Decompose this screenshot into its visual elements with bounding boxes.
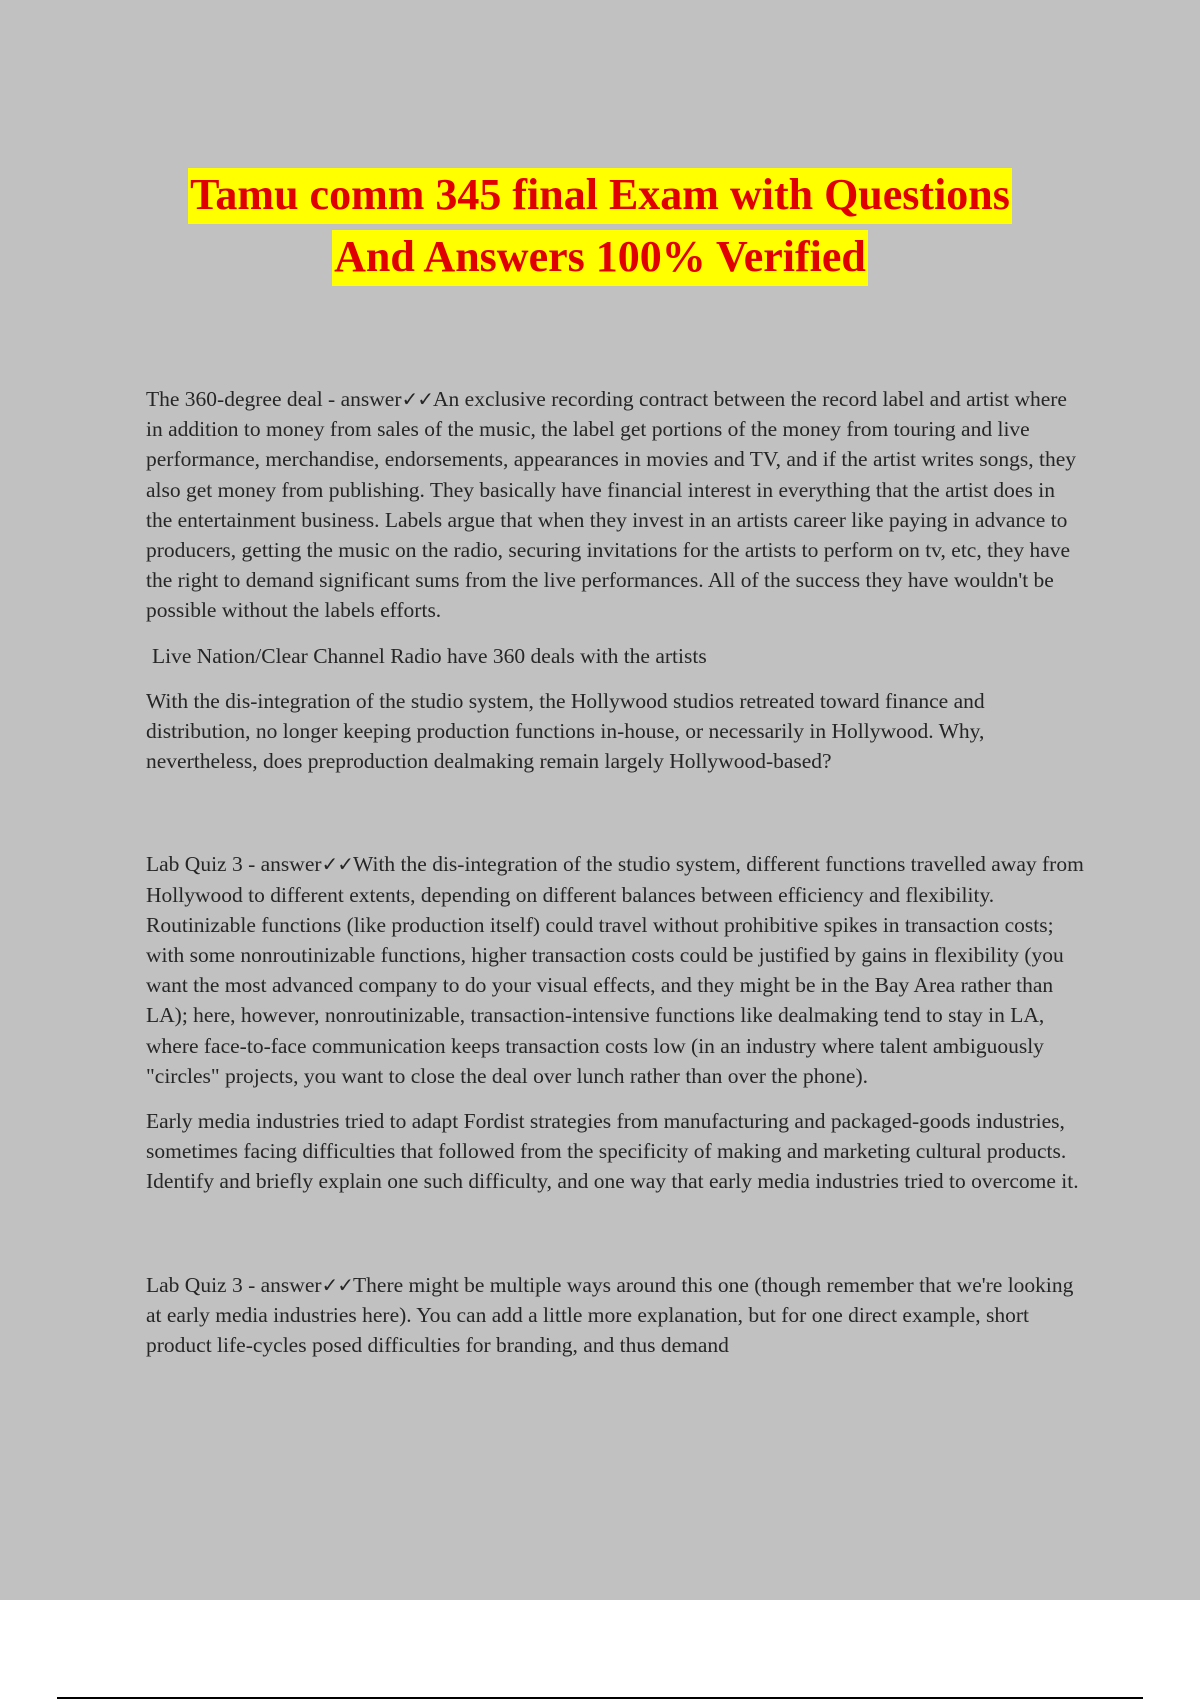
answer-text: There might be multiple ways around this one (though remember that we're looking at early media industries here). You can add a little more explanation, but for one direct example, short product life-cycles posed difficulties for branding, and thus demand <box>146 1272 1074 1358</box>
answer-text: With the dis-integration of the studio system, different functions travelled away from Hollywood to different extents, depending on different balances between efficiency and flexibility. Routinizable functions (like production itself) could travel without prohibitive spikes in transaction costs; with some nonroutinizable functions, higher transaction costs could be justified by gains in flexibility (you want the most advanced company to do your visual effects, and they might be in the Bay Area rather than LA); here, however, nonroutinizable, transaction-intensive functions like dealmaking tend to stay in LA, where face-to-face communication keeps transaction costs low (in an industry where talent ambiguously "circles" projects, you want to close the deal over lunch rather than over the phone). <box>146 852 1084 1088</box>
spacer <box>146 1212 1086 1270</box>
question-label: The 360-degree deal - answer <box>146 387 402 411</box>
footer-divider <box>57 1697 1143 1699</box>
question-paragraph: With the dis-integration of the studio system, the Hollywood studios retreated toward finance and distribution, no longer keeping production functions in-house, or necessarily in Hollywood. Why, nevertheless, does preproduction dealmaking remain largely Hollywood-based? <box>146 688 985 774</box>
double-check-icon: ✓✓ <box>401 387 433 411</box>
answer-paragraph <box>146 1270 1086 1361</box>
title-line-1: Tamu comm 345 final Exam with Questions <box>188 168 1012 224</box>
double-check-icon: ✓✓ <box>321 1272 354 1297</box>
question-paragraph: Early media industries tried to adapt Fordist strategies from manufacturing and packaged-goods industries, sometimes facing difficulties that followed from the specificity of making and marketing cultural products. Identify and briefly explain one such difficulty, and one way that early media industries tried to overcome it. <box>146 1109 1079 1194</box>
document-title <box>0 168 1200 292</box>
double-check-icon: ✓✓ <box>321 852 354 877</box>
note-paragraph: Live Nation/Clear Channel Radio have 360 deals with the artists <box>152 643 707 668</box>
question-label: Lab Quiz 3 - answer <box>146 852 322 877</box>
answer-paragraph <box>146 384 1086 626</box>
title-line-2: And Answers 100% Verified <box>332 230 868 286</box>
answer-paragraph <box>146 849 1086 1091</box>
answer-text: An exclusive recording contract between the record label and artist where in addition to money from sales of the music, the label get portions of the money from touring and live performance, merchandise, endorsements, appearances in movies and TV, and if the artist writes songs, they also get money from publishing. They basically have financial interest in everything that the artist does in the entertainment business. Labels argue that when they invest in an artists career like paying in advance to producers, getting the music on the radio, securing invitations for the artists to perform on tv, etc, they have the right to demand significant sums from the live performances. All of the success they have wouldn't be possible without the labels efforts. <box>146 387 1076 623</box>
document-body <box>146 384 1086 1375</box>
spacer <box>146 791 1086 849</box>
question-label: Lab Quiz 3 - answer <box>146 1272 322 1297</box>
